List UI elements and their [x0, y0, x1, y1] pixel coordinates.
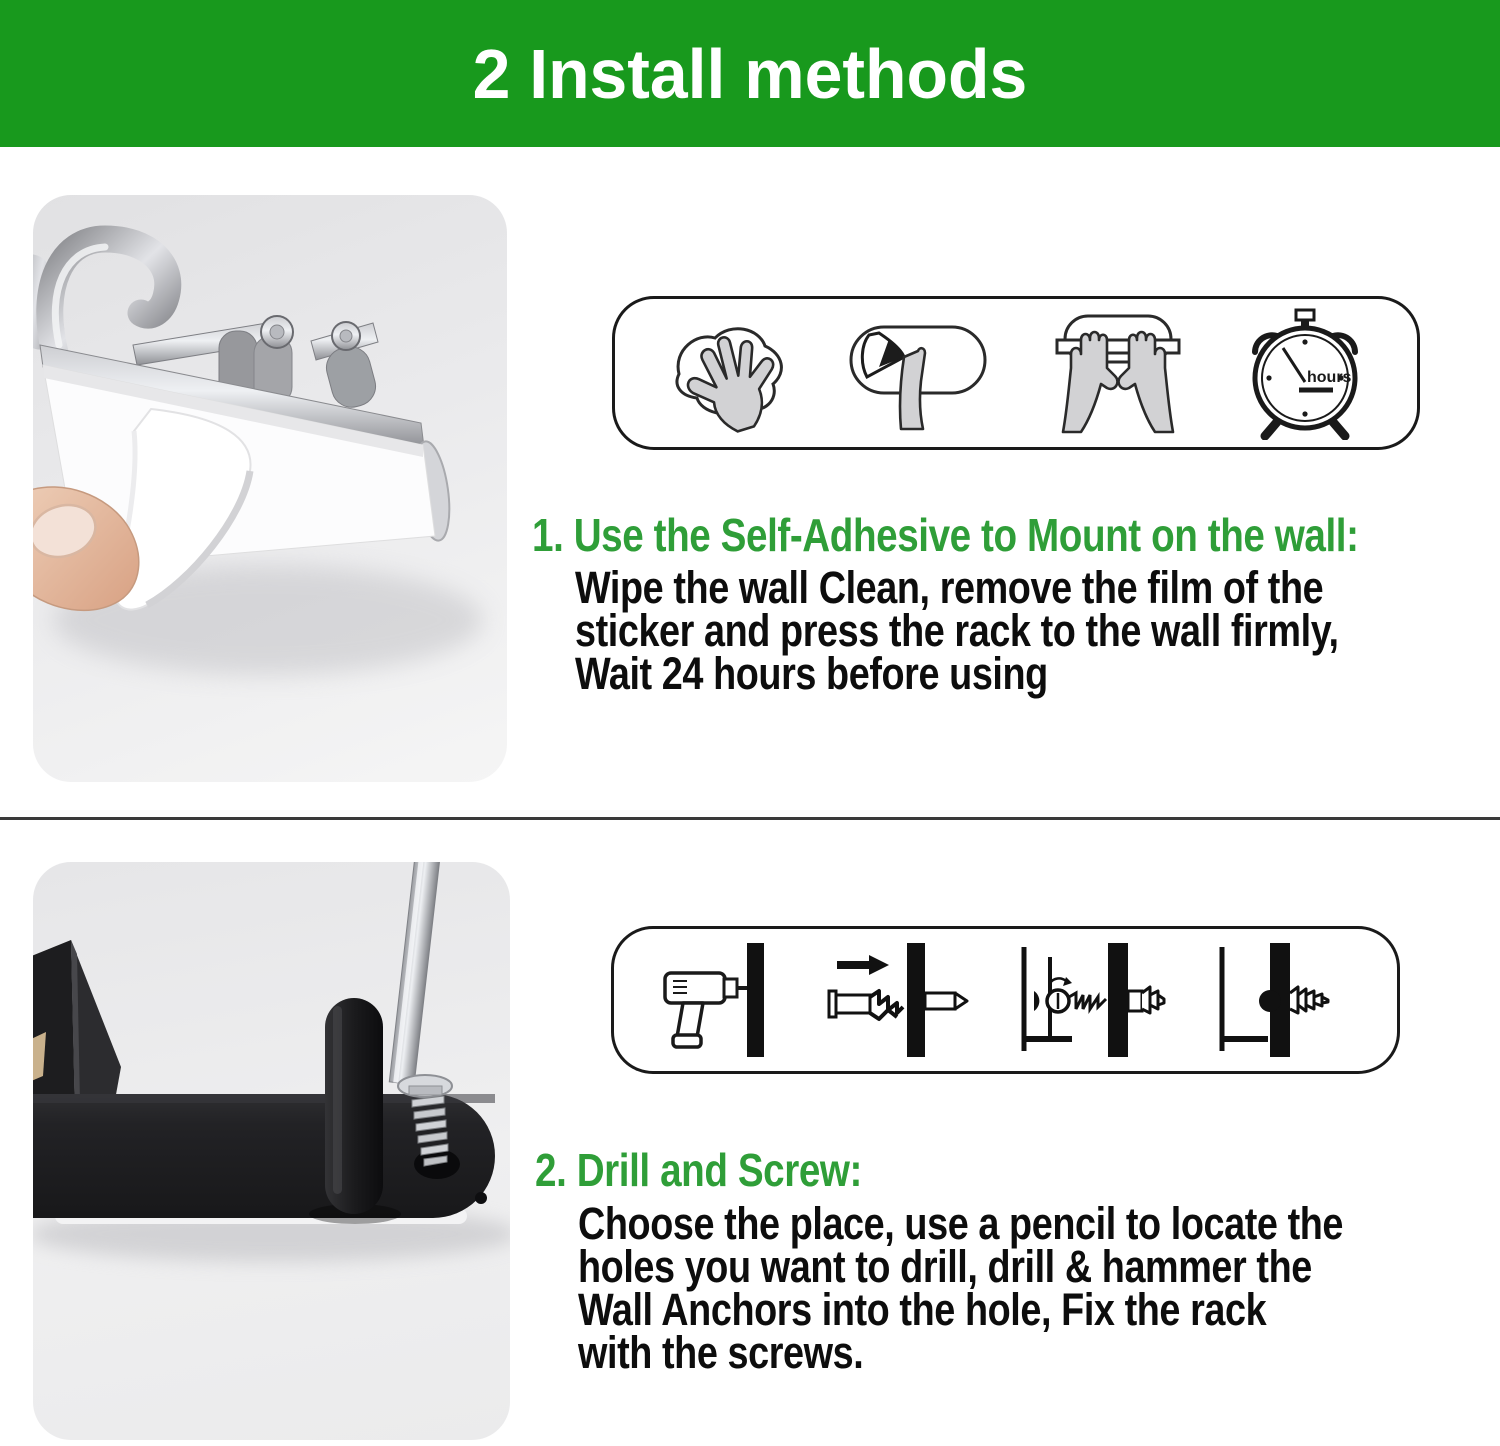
section2-body-line1: Choose the place, use a pencil to locate the [578, 1198, 1344, 1249]
drill-steps-icon-strip [611, 926, 1400, 1074]
section1-body-line3: Wait 24 hours before using [575, 648, 1048, 699]
screw-fixed-icon [1208, 939, 1358, 1061]
section-divider [0, 817, 1500, 820]
adhesive-steps-icon-strip [612, 296, 1420, 450]
section2-body [578, 1198, 1344, 1378]
photo-peel-adhesive [33, 195, 507, 782]
insert-anchor-icon [811, 939, 971, 1061]
press-rack-icon [1043, 310, 1193, 436]
section2-body-line3: Wall Anchors into the hole, Fix the rack [578, 1284, 1267, 1335]
wipe-wall-icon [665, 312, 793, 434]
second-screw-hole [475, 1192, 487, 1204]
section1-body-line2: sticker and press the rack to the wall firmly, [575, 605, 1339, 656]
rack-peg [325, 998, 383, 1214]
section2-heading: 2. Drill and Screw: [535, 1144, 863, 1196]
peel-adhesive-illustration [33, 195, 507, 782]
photo-drill-screw [33, 862, 510, 1440]
section2-body-line2: holes you want to drill, drill & hammer the [578, 1241, 1312, 1292]
section2-body-line4: with the screws. [578, 1327, 864, 1378]
page-title: 2 Install methods [472, 34, 1028, 113]
section1-body-line1: Wipe the wall Clean, remove the film of the [575, 562, 1324, 613]
screw-rack-icon [1010, 939, 1170, 1061]
wait-hours-clock-icon [1243, 306, 1367, 440]
header-banner [0, 0, 1500, 147]
drill-screw-illustration [33, 862, 510, 1440]
screwdriver [389, 862, 452, 1097]
clock-hours-label: hours [1307, 369, 1352, 386]
section1-body [575, 562, 1339, 699]
peel-film-icon [843, 311, 993, 435]
section1-heading: 1. Use the Self-Adhesive to Mount on the wall: [532, 509, 1359, 561]
drill-wall-icon [653, 939, 773, 1061]
chrome-hook [50, 239, 168, 353]
